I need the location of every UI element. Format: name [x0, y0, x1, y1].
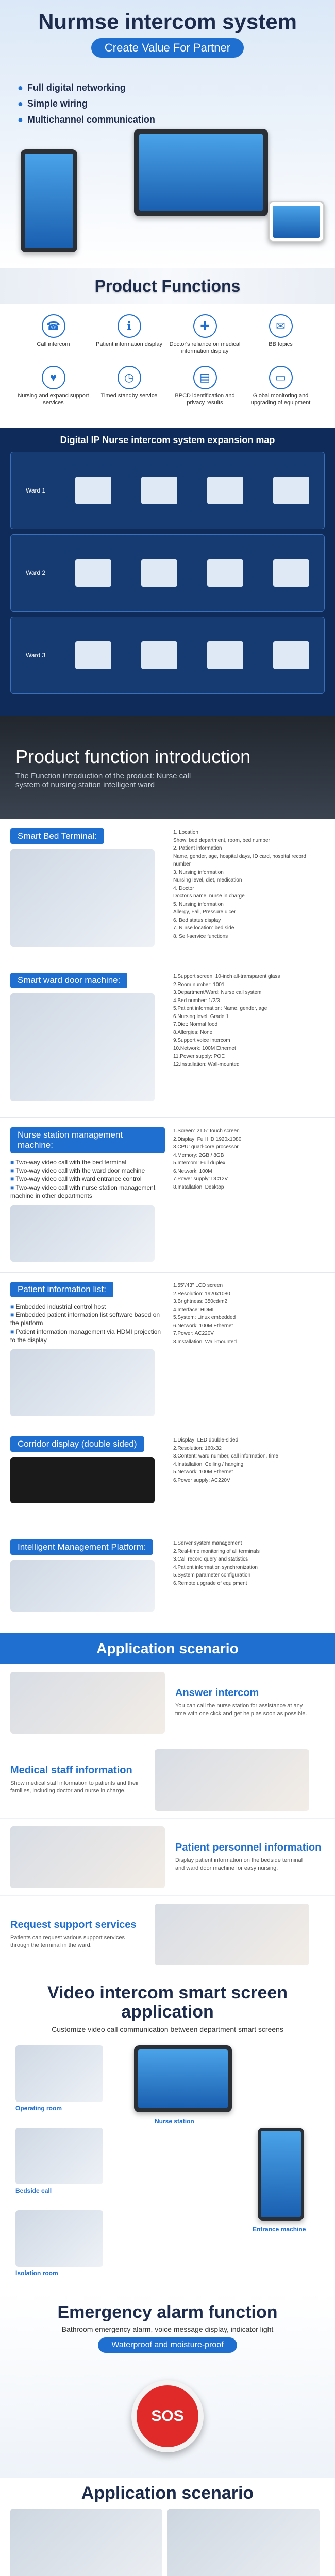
function-item: ▭ Global monitoring and upgrading of equipment — [243, 366, 319, 417]
scenario2-heading: Application scenario — [81, 2483, 254, 2503]
product-bullets: ■ Two-way video call with the bed terminal ■ Two-way video call with the ward door machine ■ Two-way video call with ward entrance control ■ Two-way video call with nurse station management machine in other departments — [10, 1158, 165, 1200]
product-corridor-display — [0, 1427, 335, 1530]
function-item: ✚ Doctor's reliance on medical information display — [167, 314, 243, 366]
video-title: Video intercom smart screen application — [47, 1983, 288, 2022]
nurse-station-device — [134, 2045, 232, 2112]
emergency-subtitle: Bathroom emergency alarm, voice message display, indicator light — [61, 2325, 274, 2334]
phone-icon: ☎ — [42, 314, 65, 338]
diagram-zone: Ward 1 — [10, 452, 325, 529]
product-bullets: ■ Embedded industrial control host ■ Embedded patient information list software based on the platform ■ Patient information management via HDMI projection to the display — [10, 1302, 165, 1344]
diagram-title: Digital IP Nurse intercom system expansion map — [60, 435, 275, 445]
platform-image — [10, 1560, 155, 1612]
scene-photo — [10, 1826, 165, 1888]
function-item: ✉ BB topics — [243, 314, 319, 366]
clock-icon: ◷ — [118, 366, 141, 389]
product-specs: 1.Server system management 2.Real-time monitoring of all terminals 3.Call record query and statistics 4.Patient information synchronization 5.System parameter configuration 6.Remote upgrade of equipment — [173, 1540, 260, 1586]
scene-support: Request support services Patients can request various support services through the terminal in the ward. — [0, 1896, 335, 1973]
function-item: ☎ Call intercom — [15, 314, 91, 366]
hero-section — [0, 0, 335, 268]
corridor-display-image — [10, 1457, 155, 1503]
application-heading-band — [0, 1633, 335, 1664]
scene-photo — [155, 1749, 309, 1811]
product-specs: 1.Screen: 21.5" touch screen 2.Display: Full HD 1920x1080 3.CPU: quad-core processor 4.Memory: 2GB / 8GB 5.Intercom: Full duplex 6.Network: 100M 7.Power supply: DC12V 8.Installation: Desktop — [173, 1128, 242, 1190]
scene-medical-staff: Medical staff information Show medical staff information to patients and their families, including doctor and nurse in charge. — [0, 1741, 335, 1819]
isolation-photo — [15, 2210, 103, 2267]
product-specs: 1.55"/43" LCD screen 2.Resolution: 1920x1080 3.Brightness: 350cd/m2 4.Interface: HDMI 5.System: Linux embedded 6.Network: 100M Ethernet 7.Power: AC220V 8.Installation: Wall-mounted — [173, 1283, 237, 1345]
video-subtitle: Customize video call communication between department smart screens — [52, 2025, 283, 2033]
nurse-station-device — [134, 129, 268, 216]
nurse-station-image — [10, 1205, 155, 1262]
sos-button[interactable]: SOS — [131, 2380, 204, 2452]
function-item: ♥ Nursing and expand support services — [15, 366, 91, 417]
intro-desc: The Function introduction of the product: Nurse call system of nursing station intelligent ward — [15, 772, 191, 789]
function-item: ℹ Patient information display — [91, 314, 167, 366]
message-icon: ✉ — [269, 314, 293, 338]
product-label: Smart ward door machine: — [10, 973, 127, 988]
hero-bullets — [18, 77, 155, 130]
product-label: Intelligent Management Platform: — [10, 1539, 153, 1555]
scenario-cell — [10, 2509, 162, 2576]
product-specs: 1.Display: LED double-sided 2.Resolution: 160x32 3.Content: ward number, call information, time 4.Installation: Ceiling / hanging 5.Network: 100M Ethernet 6.Power supply: AC220V — [173, 1437, 278, 1483]
info-icon: ℹ — [118, 314, 141, 338]
product-nurse-station — [0, 1118, 335, 1273]
product-specs: 1. Location Show: bed department, room, bed number 2. Patient information Name, gender, age, hospital days, ID card, hospital record number 3. Nursing information Nursing level, diet, medication 4. Doctor Doctor's name, nurse in charge 5. Nursing information Allergy, Fall, Pressure ulcer 6. Bed status display 7. Nurse location: bed side 8. Self-service functions — [173, 829, 306, 939]
emergency-title: Emergency alarm function — [57, 2302, 278, 2322]
hero-bullet: ● Full digital networking — [18, 82, 155, 93]
system-diagram — [0, 428, 335, 716]
application-heading: Application scenario — [96, 1640, 239, 1656]
scene-photo — [155, 1904, 309, 1965]
nurse-icon: ♥ — [42, 366, 65, 389]
hero-bullet: ● Multichannel communication — [18, 114, 155, 125]
scenario-cell — [167, 2509, 320, 2576]
hero-bullet: ● Simple wiring — [18, 98, 155, 109]
scenario2-section — [0, 2478, 335, 2576]
diagram-zone: Ward 2 — [10, 534, 325, 612]
doctor-icon: ✚ — [193, 314, 217, 338]
functions-grid — [0, 304, 335, 428]
chart-icon: ▤ — [193, 366, 217, 389]
product-platform — [0, 1530, 335, 1633]
scene-photo — [10, 1672, 165, 1734]
emergency-section — [0, 2293, 335, 2478]
bed-terminal-device — [268, 201, 325, 242]
diagram-zone: Ward 3 — [10, 617, 325, 694]
hero-subtitle: Create Value For Partner — [91, 38, 244, 58]
page-title: Nurmse intercom system — [38, 9, 297, 33]
scene-patient-info: Patient personnel information Display patient information on the bedside terminal and ward door machine for easy nursing. — [0, 1819, 335, 1896]
video-section: Video intercom smart screen application Customize video call communication between department smart screens Operating room Nurse station Bedside call Entrance machine Isolation room — [0, 1973, 335, 2293]
bed-terminal-image — [10, 849, 155, 947]
product-label: Smart Bed Terminal: — [10, 828, 104, 844]
operating-room-photo — [15, 2045, 103, 2102]
function-item: ▤ BPCD identification and privacy results — [167, 366, 243, 417]
entrance-device — [258, 2128, 304, 2221]
product-door-machine — [0, 963, 335, 1118]
product-label: Patient information list: — [10, 1282, 113, 1297]
functions-heading: Product Functions — [94, 276, 241, 295]
bedside-photo — [15, 2128, 103, 2184]
emergency-pill: Waterproof and moisture-proof — [98, 2337, 237, 2353]
monitor-icon: ▭ — [269, 366, 293, 389]
product-patient-list — [0, 1273, 335, 1427]
functions-heading-band — [0, 268, 335, 304]
intro-title: Product function introduction — [15, 746, 251, 767]
door-machine-device — [21, 149, 77, 252]
intro-banner — [0, 716, 335, 819]
product-label: Nurse station management machine: — [10, 1127, 165, 1153]
patient-list-image — [10, 1349, 155, 1416]
scene-answer: Answer intercom You can call the nurse station for assistance at any time with one click and get help as soon as possible. — [0, 1664, 335, 1741]
function-item: ◷ Timed standby service — [91, 366, 167, 417]
door-machine-image — [10, 993, 155, 1101]
product-specs: 1.Support screen: 10-inch all-transparent glass 2.Room number: 1001 3.Department/Ward: Nurse call system 4.Bed number: 1/2/3 5.Patient information: Name, gender, age 6.Nursing level: Grade 1 7.Diet: Normal food 8.Allergies: None 9.Support voice intercom 10.Network: 100M Ethernet 11.Power supply: POE 12.Installation: Wall-mounted — [173, 974, 280, 1067]
product-bed-terminal — [0, 819, 335, 963]
product-label: Corridor display (double sided) — [10, 1436, 144, 1452]
